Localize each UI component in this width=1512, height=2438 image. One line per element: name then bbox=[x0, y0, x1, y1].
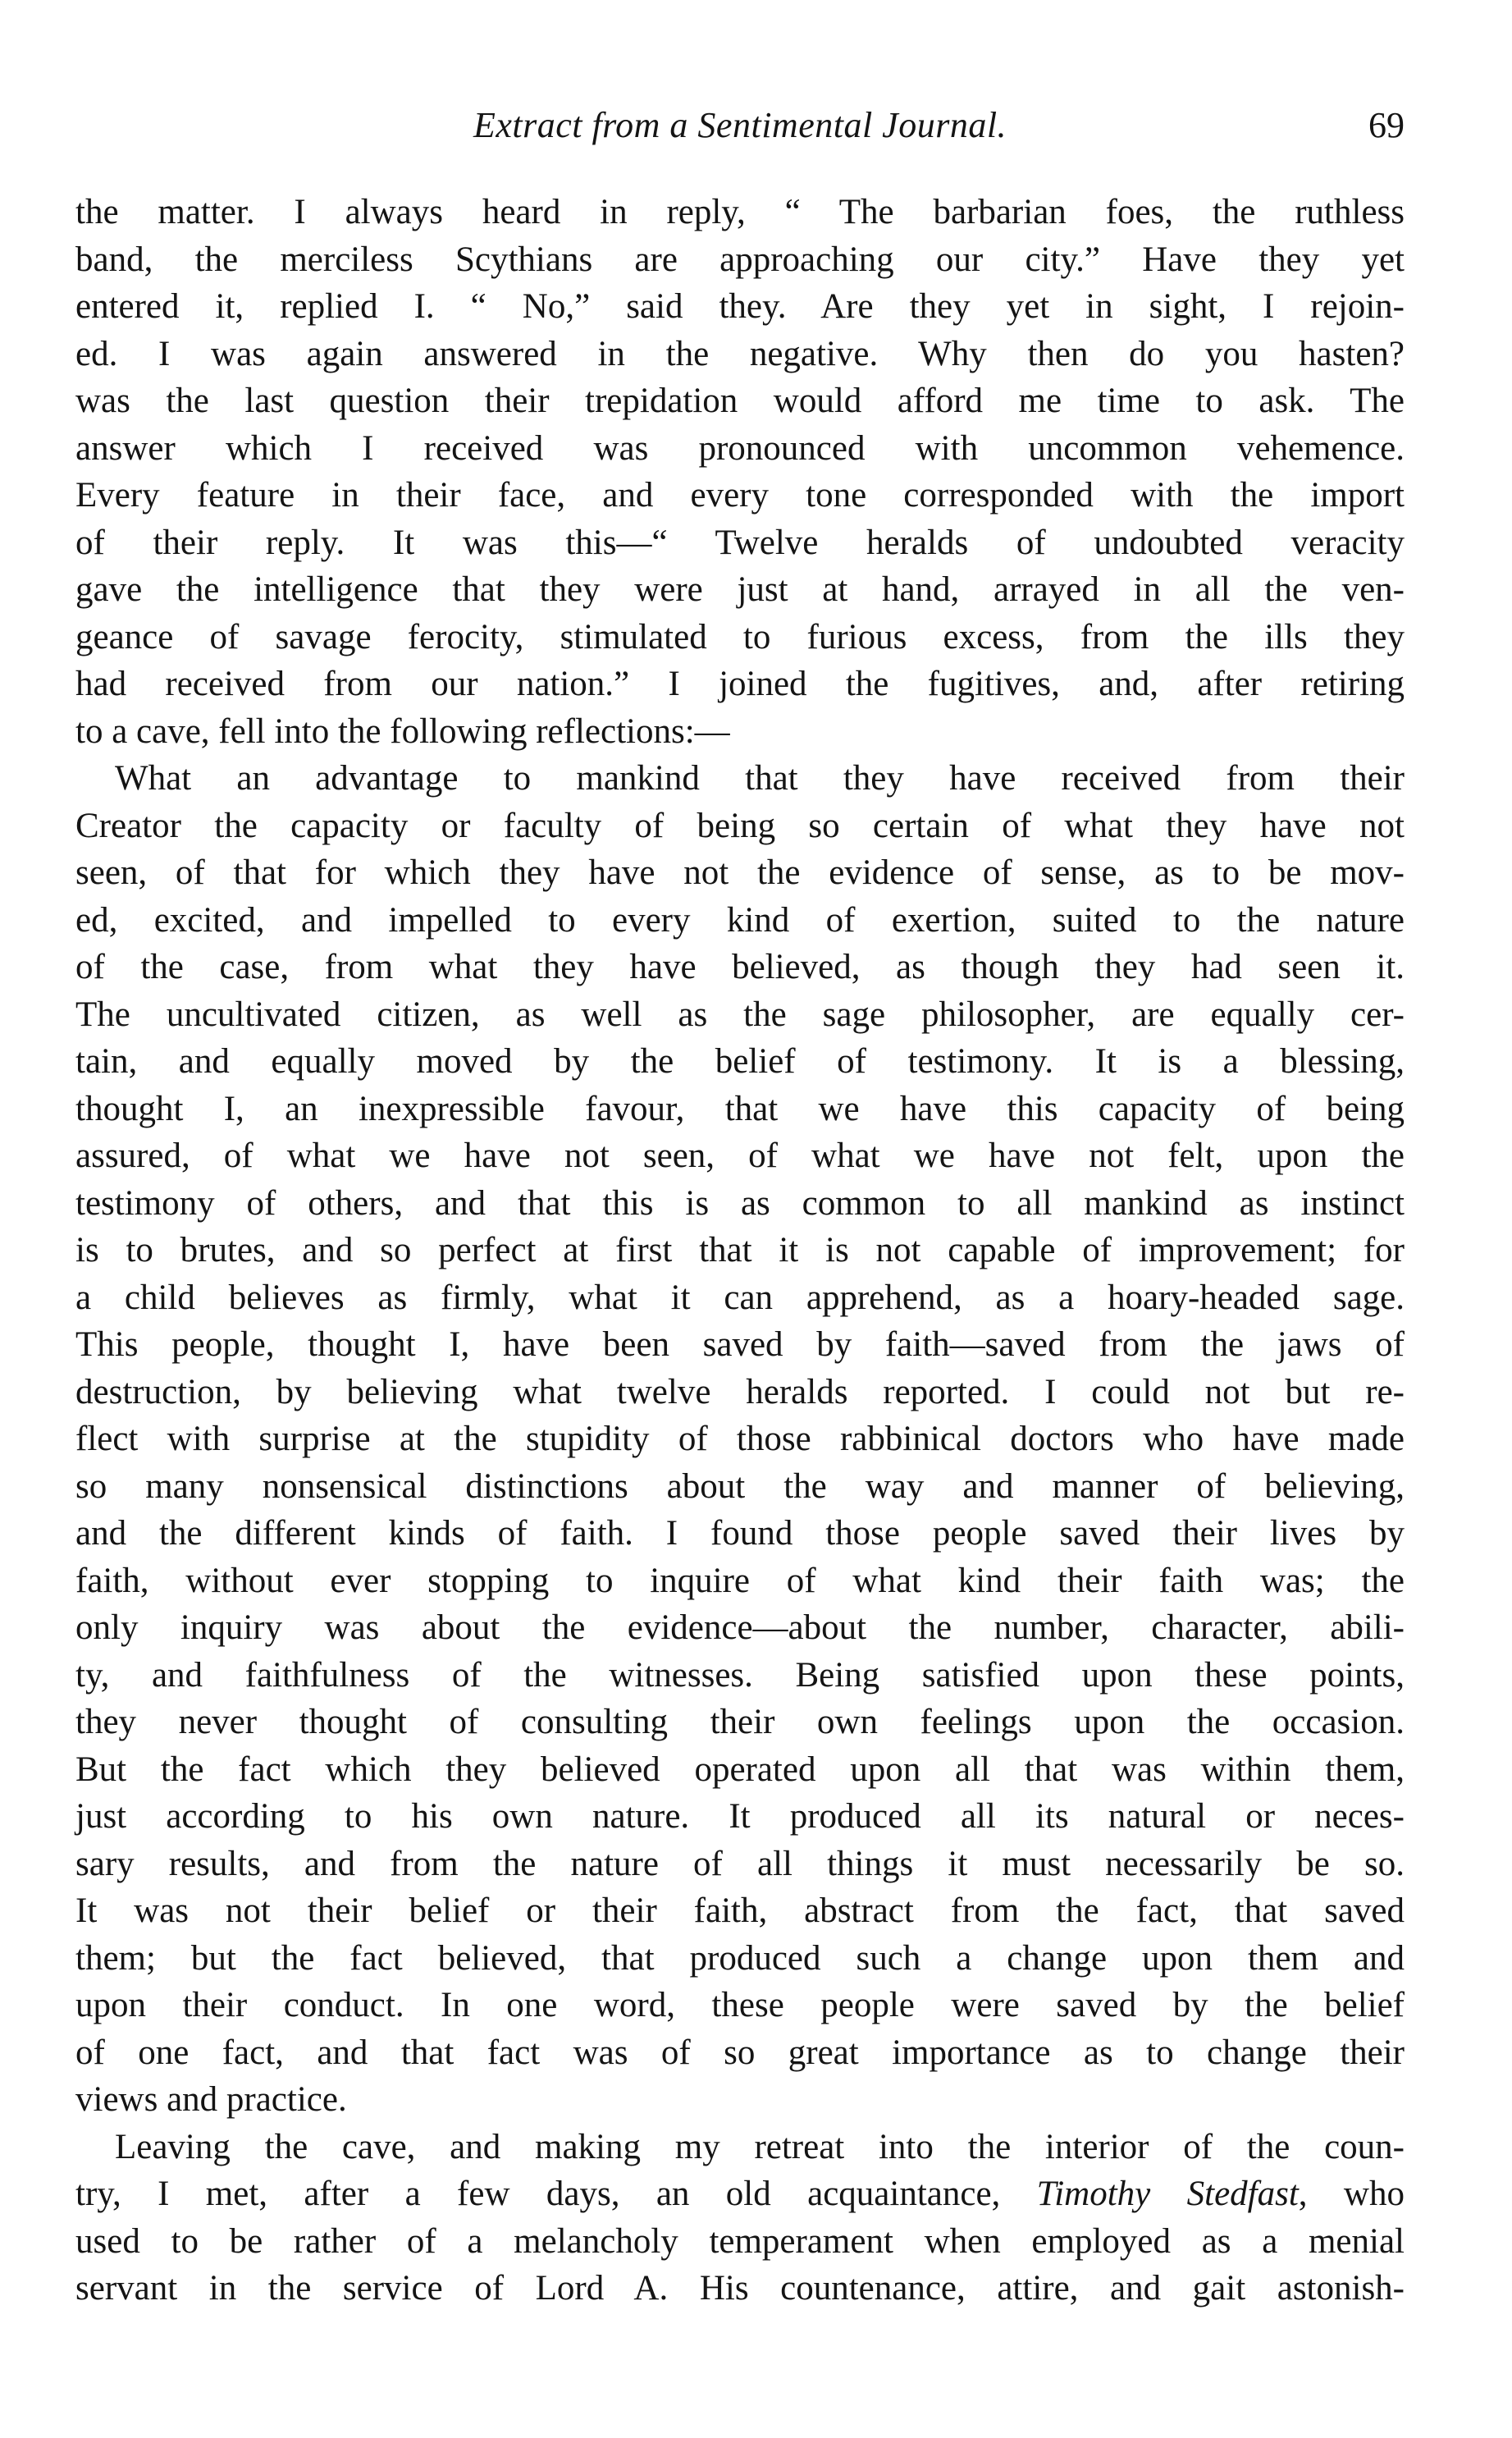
text-line: of the case, from what they have believed, as though they had seen it. bbox=[75, 948, 1405, 986]
text-line: only inquiry was about the evidence—about the number, character, abili- bbox=[75, 1608, 1405, 1647]
text-line: sary results, and from the nature of all things it must necessarily be so. bbox=[75, 1844, 1405, 1883]
text-line: a child believes as firmly, what it can apprehend, as a hoary-headed sage. bbox=[75, 1278, 1405, 1317]
text-line: ty, and faithfulness of the witnesses. Being satisfied upon these points, bbox=[75, 1655, 1405, 1695]
text-line: testimony of others, and that this is as common to all mankind as instinct bbox=[75, 1183, 1405, 1223]
text-line: tain, and equally moved by the belief of testimony. It is a blessing, bbox=[75, 1042, 1405, 1081]
text-line: It was not their belief or their faith, abstract from the fact, that saved bbox=[75, 1891, 1405, 1930]
text-line: used to be rather of a melancholy temperament when employed as a menial bbox=[75, 2221, 1405, 2261]
text-line: had received from our nation.” I joined the fugitives, and, after retiring bbox=[75, 665, 1405, 703]
text-line: seen, of that for which they have not the evidence of sense, as to be mov- bbox=[75, 853, 1405, 892]
text-line: Every feature in their face, and every tone corresponded with the import bbox=[75, 476, 1405, 515]
page-number: 69 bbox=[1368, 105, 1405, 145]
text-line: is to brutes, and so perfect at first that it is not capable of improvement; for bbox=[75, 1231, 1405, 1269]
text-run: , who bbox=[1298, 2175, 1405, 2213]
text-line: band, the merciless Scythians are approaching our city.” Have they yet bbox=[75, 240, 1405, 279]
person-name: Timothy Stedfast bbox=[1036, 2175, 1299, 2213]
text-line: The uncultivated citizen, as well as the sage philosopher, are equally cer- bbox=[75, 995, 1405, 1034]
text-line: so many nonsensical distinctions about the way and manner of believing, bbox=[75, 1466, 1405, 1506]
text-line: to a cave, fell into the following reflections:— bbox=[75, 711, 730, 751]
text-line: and the different kinds of faith. I found those people saved their lives by bbox=[75, 1514, 1405, 1553]
text-line: was the last question their trepidation would afford me time to ask. The bbox=[75, 382, 1405, 420]
text-line: flect with surprise at the stupidity of those rabbinical doctors who have made bbox=[75, 1420, 1405, 1458]
text-line: views and practice. bbox=[75, 2080, 347, 2119]
text-line: geance of savage ferocity, stimulated to furious excess, from the ills they bbox=[75, 617, 1405, 656]
text-line: thought I, an inexpressible favour, that we have this capacity of being bbox=[75, 1089, 1405, 1128]
text-line: they never thought of consulting their own feelings upon the occasion. bbox=[75, 1703, 1405, 1741]
text-line: upon their conduct. In one word, these people were saved by the belief bbox=[75, 1986, 1405, 2024]
text-line: This people, thought I, have been saved by faith—saved from the jaws of bbox=[75, 1325, 1405, 1364]
text-line bbox=[75, 2170, 1405, 2218]
running-head bbox=[75, 97, 1405, 154]
text-run: try, I met, after a few days, an old acquaintance, bbox=[75, 2175, 1037, 2213]
text-line: What an advantage to mankind that they have received from their bbox=[115, 759, 1405, 798]
text-line: gave the intelligence that they were just at hand, arrayed in all the ven- bbox=[75, 570, 1405, 609]
text-line: ed, excited, and impelled to every kind of exertion, suited to the nature bbox=[75, 900, 1405, 940]
text-line: Creator the capacity or faculty of being so certain of what they have not bbox=[75, 806, 1405, 845]
text-line: of their reply. It was this—“ Twelve heralds of undoubted veracity bbox=[75, 523, 1405, 562]
text-line: servant in the service of Lord A. His countenance, attire, and gait astonish- bbox=[75, 2269, 1405, 2308]
running-title: Extract from a Sentimental Journal. bbox=[473, 105, 1007, 145]
text-line: ed. I was again answered in the negative. Why then do you hasten? bbox=[75, 334, 1405, 373]
text-line: the matter. I always heard in reply, “ The barbarian foes, the ruthless bbox=[75, 193, 1405, 231]
text-line: entered it, replied I. “ No,” said they. Are they yet in sight, I rejoin- bbox=[75, 287, 1405, 326]
text-line: of one fact, and that fact was of so great importance as to change their bbox=[75, 2033, 1405, 2072]
text-line: just according to his own nature. It produced all its natural or neces- bbox=[75, 1797, 1405, 1836]
text-line: faith, without ever stopping to inquire of what kind their faith was; the bbox=[75, 1561, 1405, 1600]
text-line: Leaving the cave, and making my retreat into the interior of the coun- bbox=[115, 2127, 1405, 2166]
body-text bbox=[75, 189, 1405, 2312]
text-line: them; but the fact believed, that produced such a change upon them and bbox=[75, 1938, 1405, 1978]
text-line: But the fact which they believed operated upon all that was within them, bbox=[75, 1750, 1405, 1789]
text-line: answer which I received was pronounced with uncommon vehemence. bbox=[75, 428, 1405, 468]
text-line: destruction, by believing what twelve heralds reported. I could not but re- bbox=[75, 1372, 1405, 1411]
text-line: assured, of what we have not seen, of what we have not felt, upon the bbox=[75, 1137, 1405, 1175]
